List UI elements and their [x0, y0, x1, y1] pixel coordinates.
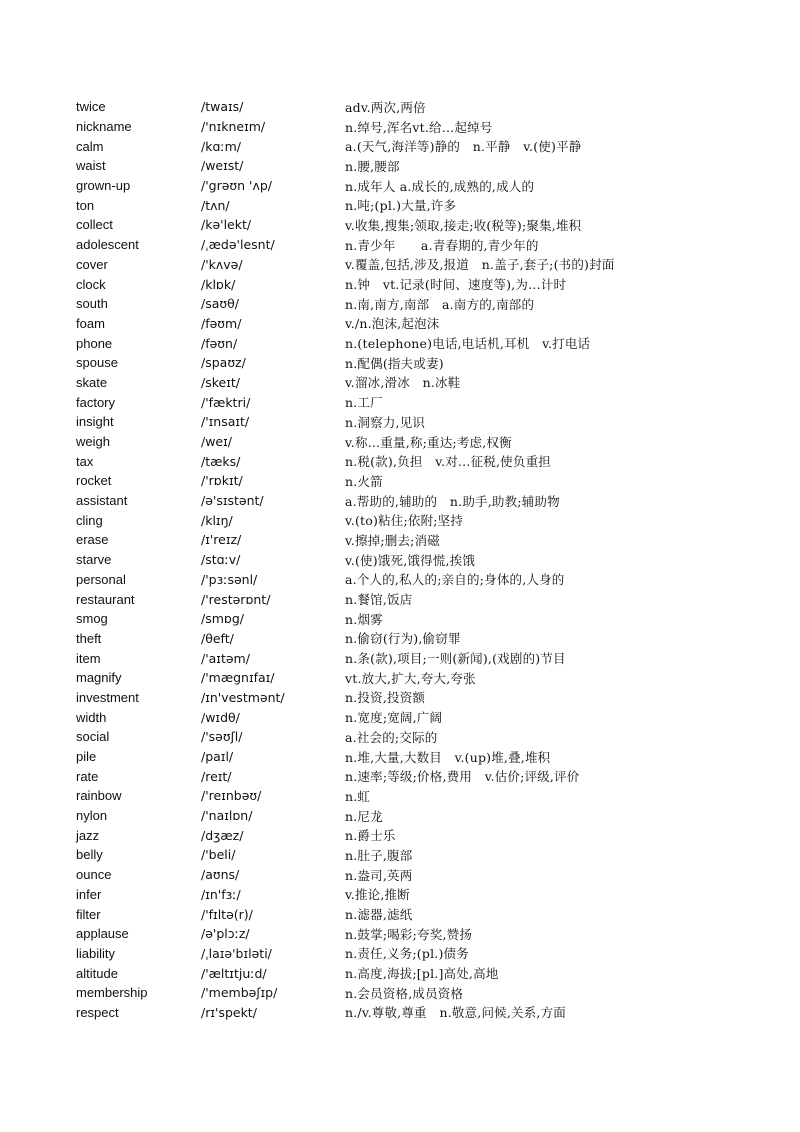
- chinese-meaning: n.成年人 a.成长的,成熟的,成人的: [345, 178, 535, 194]
- vocabulary-row: [76, 727, 756, 747]
- chinese-meaning: n.宽度;宽阔,广阔: [345, 710, 443, 726]
- phonetic-transcription: /ɪ'reɪz/: [201, 532, 242, 548]
- english-word: belly: [76, 847, 103, 863]
- vocabulary-row: [76, 845, 756, 865]
- vocabulary-row: [76, 432, 756, 452]
- phonetic-transcription: /reɪt/: [201, 768, 232, 784]
- chinese-meaning: n.投资,投资额: [345, 690, 426, 706]
- vocabulary-row: [76, 766, 756, 786]
- vocabulary-row: [76, 353, 756, 373]
- english-word: magnify: [76, 670, 122, 686]
- phonetic-transcription: /stɑːv/: [201, 552, 241, 568]
- vocabulary-row: [76, 983, 756, 1003]
- vocabulary-list: [76, 97, 756, 1022]
- chinese-meaning: v.(to)粘住;依附;坚持: [345, 513, 464, 529]
- chinese-meaning: n.鼓掌;喝彩;夸奖,赞扬: [345, 926, 473, 942]
- phonetic-transcription: /'nɪkneɪm/: [201, 119, 266, 135]
- phonetic-transcription: /'beli/: [201, 847, 236, 863]
- english-word: personal: [76, 571, 126, 587]
- chinese-meaning: v.推论,推断: [345, 887, 410, 903]
- chinese-meaning: n.盎司,英两: [345, 867, 413, 883]
- vocabulary-row: [76, 668, 756, 688]
- vocabulary-row: [76, 294, 756, 314]
- chinese-meaning: n.南,南方,南部 a.南方的,南部的: [345, 296, 535, 312]
- vocabulary-row: [76, 136, 756, 156]
- chinese-meaning: vt.放大,扩大,夸大,夸张: [345, 670, 476, 686]
- vocabulary-row: [76, 333, 756, 353]
- chinese-meaning: n.洞察力,见识: [345, 414, 426, 430]
- vocabulary-row: [76, 471, 756, 491]
- chinese-meaning: n.肚子,腹部: [345, 847, 413, 863]
- vocabulary-row: [76, 589, 756, 609]
- chinese-meaning: n.爵士乐: [345, 828, 396, 844]
- phonetic-transcription: /'mægnɪfaɪ/: [201, 670, 275, 686]
- phonetic-transcription: /weɪst/: [201, 158, 244, 174]
- english-word: south: [76, 296, 108, 312]
- chinese-meaning: n.钟 vt.记录(时间、速度等),为…计时: [345, 277, 567, 293]
- chinese-meaning: n.条(款),项目;一则(新闻),(戏剧的)节目: [345, 651, 566, 667]
- chinese-meaning: n.偷窃(行为),偷窃罪: [345, 631, 461, 647]
- vocabulary-row: [76, 373, 756, 393]
- vocabulary-row: [76, 648, 756, 668]
- chinese-meaning: n.责任,义务;(pl.)债务: [345, 946, 469, 962]
- english-word: ounce: [76, 867, 112, 883]
- english-word: theft: [76, 630, 102, 646]
- english-word: respect: [76, 1004, 119, 1020]
- english-word: pile: [76, 749, 97, 765]
- english-word: skate: [76, 374, 108, 390]
- chinese-meaning: n.腰,腰部: [345, 158, 400, 174]
- vocabulary-row: [76, 97, 756, 117]
- phonetic-transcription: /ɪn'fɜː/: [201, 886, 241, 902]
- vocabulary-row: [76, 924, 756, 944]
- chinese-meaning: a.(天气,海洋等)静的 n.平静 v.(使)平静: [345, 139, 582, 155]
- chinese-meaning: a.帮助的,辅助的 n.助手,助教;辅助物: [345, 493, 560, 509]
- vocabulary-row: [76, 314, 756, 334]
- phonetic-transcription: /rɪ'spekt/: [201, 1004, 257, 1020]
- vocabulary-row: [76, 806, 756, 826]
- english-word: weigh: [76, 434, 110, 450]
- phonetic-transcription: /skeɪt/: [201, 374, 240, 390]
- english-word: applause: [76, 926, 129, 942]
- english-word: collect: [76, 217, 113, 233]
- english-word: tax: [76, 453, 94, 469]
- chinese-meaning: v./n.泡沫,起泡沫: [345, 316, 440, 332]
- vocabulary-row: [76, 274, 756, 294]
- phonetic-transcription: /ˌlaɪə'bɪləti/: [201, 945, 272, 961]
- english-word: nickname: [76, 119, 132, 135]
- chinese-meaning: v.收集,搜集;领取,接走;收(税等);聚集,堆积: [345, 217, 582, 233]
- phonetic-transcription: /paɪl/: [201, 749, 234, 765]
- vocabulary-row: [76, 609, 756, 629]
- vocabulary-row: [76, 688, 756, 708]
- phonetic-transcription: /tæks/: [201, 453, 241, 469]
- vocabulary-row: [76, 944, 756, 964]
- chinese-meaning: n./v.尊敬,尊重 n.敬意,问候,关系,方面: [345, 1005, 567, 1021]
- vocabulary-row: [76, 412, 756, 432]
- english-word: spouse: [76, 355, 118, 371]
- vocabulary-row: [76, 1003, 756, 1023]
- vocabulary-row: [76, 215, 756, 235]
- vocabulary-row: [76, 235, 756, 255]
- chinese-meaning: n.堆,大量,大数目 v.(up)堆,叠,堆积: [345, 749, 551, 765]
- chinese-meaning: n.火箭: [345, 473, 383, 489]
- english-word: jazz: [76, 827, 100, 843]
- phonetic-transcription: /weɪ/: [201, 434, 232, 450]
- phonetic-transcription: /'grəʊn 'ʌp/: [201, 178, 273, 194]
- phonetic-transcription: /'naɪlɒn/: [201, 808, 253, 824]
- chinese-meaning: n.税(款),负担 v.对…征税,使负重担: [345, 454, 551, 470]
- phonetic-transcription: /twaɪs/: [201, 99, 244, 115]
- english-word: erase: [76, 532, 109, 548]
- vocabulary-row: [76, 570, 756, 590]
- chinese-meaning: v.(使)饿死,饿得慌,挨饿: [345, 552, 476, 568]
- chinese-meaning: n.青少年 a.青春期的,青少年的: [345, 237, 539, 253]
- phonetic-transcription: /'ɪnsaɪt/: [201, 414, 250, 430]
- vocabulary-row: [76, 392, 756, 412]
- vocabulary-row: [76, 451, 756, 471]
- phonetic-transcription: /klɒk/: [201, 276, 236, 292]
- phonetic-transcription: /ˌædə'lesnt/: [201, 237, 275, 253]
- chinese-meaning: adv.两次,两倍: [345, 99, 426, 115]
- phonetic-transcription: /'rɒkɪt/: [201, 473, 243, 489]
- vocabulary-row: [76, 117, 756, 137]
- phonetic-transcription: /'səʊʃl/: [201, 729, 243, 745]
- chinese-meaning: n.工厂: [345, 395, 383, 411]
- chinese-meaning: n.(telephone)电话,电话机,耳机 v.打电话: [345, 336, 591, 352]
- english-word: rate: [76, 768, 99, 784]
- vocabulary-row: [76, 904, 756, 924]
- chinese-meaning: n.会员资格,成员资格: [345, 985, 464, 1001]
- chinese-meaning: v.覆盖,包括,涉及,报道 n.盖子,套子;(书的)封面: [345, 257, 615, 273]
- phonetic-transcription: /tʌn/: [201, 197, 230, 213]
- phonetic-transcription: /spaʊz/: [201, 355, 246, 371]
- phonetic-transcription: /'kʌvə/: [201, 256, 243, 272]
- english-word: smog: [76, 611, 108, 627]
- english-word: assistant: [76, 493, 128, 509]
- english-word: foam: [76, 315, 105, 331]
- phonetic-transcription: /smɒg/: [201, 611, 244, 627]
- english-word: adolescent: [76, 237, 139, 253]
- chinese-meaning: a.社会的;交际的: [345, 729, 438, 745]
- phonetic-transcription: /fəʊn/: [201, 335, 238, 351]
- phonetic-transcription: /'fɪltə(r)/: [201, 906, 253, 922]
- phonetic-transcription: /'reɪnbəʊ/: [201, 788, 262, 804]
- vocabulary-row: [76, 707, 756, 727]
- chinese-meaning: n.餐馆,饭店: [345, 592, 413, 608]
- phonetic-transcription: /klɪŋ/: [201, 512, 233, 528]
- english-word: altitude: [76, 965, 118, 981]
- english-word: factory: [76, 394, 116, 410]
- chinese-meaning: n.吨;(pl.)大量,许多: [345, 198, 457, 214]
- phonetic-transcription: /ɪn'vestmənt/: [201, 689, 285, 705]
- english-word: rocket: [76, 473, 112, 489]
- vocabulary-row: [76, 550, 756, 570]
- phonetic-transcription: /ə'plɔːz/: [201, 926, 250, 942]
- vocabulary-row: [76, 491, 756, 511]
- english-word: waist: [76, 158, 106, 174]
- english-word: liability: [76, 945, 116, 961]
- chinese-meaning: a.个人的,私人的;亲自的;身体的,人身的: [345, 572, 565, 588]
- chinese-meaning: v.擦掉;删去;消磁: [345, 532, 440, 548]
- vocabulary-row: [76, 255, 756, 275]
- phonetic-transcription: /'aɪtəm/: [201, 650, 250, 666]
- english-word: calm: [76, 138, 104, 154]
- vocabulary-row: [76, 176, 756, 196]
- vocabulary-row: [76, 629, 756, 649]
- vocabulary-row: [76, 747, 756, 767]
- chinese-meaning: n.烟雾: [345, 611, 383, 627]
- english-word: investment: [76, 689, 139, 705]
- english-word: clock: [76, 276, 106, 292]
- chinese-meaning: n.速率;等级;价格,费用 v.估价;评级,评价: [345, 769, 580, 785]
- phonetic-transcription: /ə'sɪstənt/: [201, 493, 264, 509]
- english-word: cover: [76, 256, 108, 272]
- english-word: social: [76, 729, 110, 745]
- english-word: restaurant: [76, 591, 135, 607]
- english-word: grown-up: [76, 178, 131, 194]
- chinese-meaning: n.尼龙: [345, 808, 383, 824]
- phonetic-transcription: /fəʊm/: [201, 315, 242, 331]
- english-word: phone: [76, 335, 113, 351]
- vocabulary-row: [76, 885, 756, 905]
- vocabulary-row: [76, 865, 756, 885]
- phonetic-transcription: /'pɜːsənl/: [201, 571, 258, 587]
- english-word: membership: [76, 985, 148, 1001]
- english-word: rainbow: [76, 788, 122, 804]
- phonetic-transcription: /'æltɪtjuːd/: [201, 965, 267, 981]
- vocabulary-row: [76, 156, 756, 176]
- vocabulary-row: [76, 530, 756, 550]
- phonetic-transcription: /kə'lekt/: [201, 217, 252, 233]
- chinese-meaning: n.滤器,滤纸: [345, 907, 413, 923]
- english-word: insight: [76, 414, 114, 430]
- chinese-meaning: v.称…重量,称;重达;考虑,权衡: [345, 434, 512, 450]
- chinese-meaning: n.虹: [345, 788, 371, 804]
- vocabulary-row: [76, 825, 756, 845]
- english-word: starve: [76, 552, 112, 568]
- english-word: ton: [76, 197, 95, 213]
- english-word: infer: [76, 886, 102, 902]
- phonetic-transcription: /dʒæz/: [201, 827, 244, 843]
- phonetic-transcription: /'restərɒnt/: [201, 591, 271, 607]
- phonetic-transcription: /saʊθ/: [201, 296, 239, 312]
- phonetic-transcription: /kɑːm/: [201, 138, 241, 154]
- vocabulary-row: [76, 963, 756, 983]
- english-word: item: [76, 650, 101, 666]
- english-word: cling: [76, 512, 103, 528]
- english-word: nylon: [76, 808, 108, 824]
- chinese-meaning: n.绰号,浑名vt.给…起绰号: [345, 119, 493, 135]
- english-word: twice: [76, 99, 106, 115]
- phonetic-transcription: /θeft/: [201, 630, 234, 646]
- english-word: width: [76, 709, 107, 725]
- vocabulary-row: [76, 195, 756, 215]
- chinese-meaning: n.配偶(指夫或妻): [345, 355, 444, 371]
- vocabulary-row: [76, 786, 756, 806]
- phonetic-transcription: /'membəʃɪp/: [201, 985, 278, 1001]
- vocabulary-row: [76, 510, 756, 530]
- phonetic-transcription: /wɪdθ/: [201, 709, 240, 725]
- chinese-meaning: n.高度,海拔;[pl.]高处,高地: [345, 966, 499, 982]
- phonetic-transcription: /aʊns/: [201, 867, 240, 883]
- chinese-meaning: v.溜冰,滑冰 n.冰鞋: [345, 375, 461, 391]
- phonetic-transcription: /'fæktri/: [201, 394, 251, 410]
- english-word: filter: [76, 906, 101, 922]
